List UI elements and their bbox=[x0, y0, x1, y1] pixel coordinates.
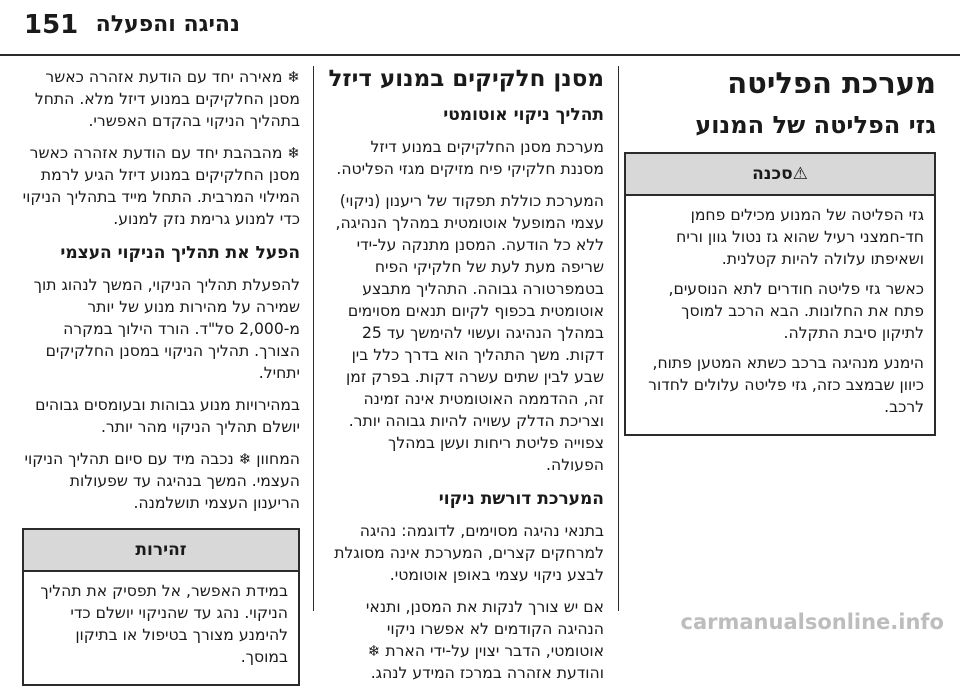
body-text: והודעת אזהרה במרכז המידע לנהג. bbox=[370, 664, 604, 683]
danger-label: סכנה bbox=[752, 163, 793, 184]
body-text: מסנן החלקיקים במנוע דיזל מלא. התחל בתהליך הניקוי בהקדם האפשרי. bbox=[34, 90, 300, 130]
body-paragraph: המערכת כוללת תפקוד של ריענון (ניקוי) עצמי המופעל אוטומטית במהלך הנהיגה, ללא כל הודעה. המסנן מתנקה על-ידי שריפה מעת לעת של חלקיקי הפיח בטמפרטורה גבוהה. התהליך מתבצע אוטומטית בכפוף לקיום תנאים מסוימים במהלך הנהיגה ועשוי להימשך עד 25 דקות. משך התהליך הוא בדרך כלל בין שבע לבין שתים עשרה דקות. בפרק זמן זה, ההדממה האוטומטית אינה זמינה וצריכת הדלק עשויה להיות גבוהה יותר. צפוייה פליטת ריחות ועשן במהלך הפעולה. bbox=[335, 192, 604, 475]
column-divider bbox=[313, 66, 314, 611]
danger-paragraph: גזי הפליטה של המנוע מכילים פחמן חד-חמצני רעיל שהוא גז נטול גוון וריח ושאיפתו עלולה להיות קטלנית. bbox=[676, 205, 924, 268]
body-paragraph bbox=[22, 142, 300, 230]
danger-box-body bbox=[626, 196, 934, 434]
body-paragraph bbox=[22, 448, 300, 514]
cleaning-process-section bbox=[22, 66, 300, 686]
body-text: המחוון bbox=[256, 450, 300, 469]
column-divider bbox=[618, 66, 619, 611]
caution-box bbox=[22, 528, 300, 686]
danger-box bbox=[624, 152, 936, 436]
danger-box-header bbox=[626, 154, 934, 196]
caution-box-body bbox=[24, 572, 298, 684]
caution-box-header: זהירות bbox=[24, 530, 298, 572]
particle-filter-indicator-icon: ❄ bbox=[367, 642, 381, 661]
exhaust-system-section bbox=[624, 66, 936, 436]
body-paragraph bbox=[326, 596, 604, 684]
particle-filter-indicator-icon: ❄ bbox=[287, 144, 300, 162]
particle-filter-section bbox=[326, 66, 604, 694]
body-text: מסנן החלקיקים במנוע דיזל הגיע לרמת המילוי המרבית. התחל מייד בתהליך הניקוי כדי למנוע גרימת נזק למנוע. bbox=[22, 166, 300, 228]
watermark: carmanualsonline.info bbox=[680, 610, 944, 634]
particle-filter-indicator-icon: ❄ bbox=[287, 68, 300, 86]
subsection-title: תהליך ניקוי אוטומטי bbox=[443, 105, 604, 125]
page-header bbox=[0, 0, 960, 56]
page-number: 151 bbox=[24, 10, 79, 40]
particle-filter-indicator-icon: ❄ bbox=[238, 450, 252, 469]
page-title: נהיגה והפעלה bbox=[95, 12, 240, 37]
body-text: מהבהבת יחד עם הודעת אזהרה כאשר bbox=[29, 144, 283, 162]
section-subtitle: גזי הפליטה של המנוע bbox=[695, 110, 936, 139]
body-paragraph: להפעלת תהליך הניקוי, המשך לנהוג תוך שמירה על מהירות מנוע של יותר מ-2,000 סל"ד. הורד הילוך במקרה הצורך. תהליך הניקוי במסנן החלקיקים יתחיל. bbox=[33, 276, 300, 383]
subsection-title: הפעל את תהליך הניקוי העצמי bbox=[60, 243, 300, 263]
section-title: מערכת הפליטה bbox=[727, 66, 936, 100]
body-paragraph bbox=[22, 66, 300, 132]
subsection-title: המערכת דורשת ניקוי bbox=[438, 489, 604, 510]
body-text: מאירה יחד עם הודעת אזהרה כאשר bbox=[45, 68, 283, 86]
body-paragraph: מערכת מסנן החלקיקים במנוע דיזל מסננת חלקיקי פיח מזיקים מגזי הפליטה. bbox=[336, 138, 604, 179]
body-text: נכבה מיד עם סיום תהליך הניקוי העצמי. המשך בנהיגה עד שפעולות הריענון העצמי תושלמנה. bbox=[24, 450, 300, 513]
danger-paragraph: הימנע מנהיגה ברכב כשתא המטען פתוח, כיוון שבמצב כזה, גזי פליטה עלולים לחדור לרכב. bbox=[648, 353, 924, 416]
danger-paragraph: כאשר גזי פליטה חודרים לתא הנוסעים, פתח את החלונות. הבא הרכב למוסך לתיקון סיבת התקלה. bbox=[668, 279, 924, 342]
body-paragraph: בתנאי נהיגה מסוימים, לדוגמה: נהיגה למרחקים קצרים, המערכת אינה מסוגלת לבצע ניקוי עצמי באופן אוטומטי. bbox=[334, 522, 604, 585]
body-paragraph: במהירויות מנוע גבוהות ובעומסים גבוהים יושלם תהליך הניקוי מהר יותר. bbox=[35, 396, 300, 437]
section-title: מסנן חלקיקים במנוע דיזל bbox=[328, 66, 604, 92]
body-text: אם יש צורך לנקות את המסנן, ותנאי הנהיגה הקודמים לא אפשרו ניקוי אוטומטי, הדבר יצוין על-ידי הארת bbox=[365, 598, 604, 661]
warning-triangle-icon: ⚠ bbox=[792, 163, 808, 184]
caution-paragraph: במידת האפשר, אל תפסיק את תהליך הניקוי. נהג עד שהניקוי יושלם כדי להימנע מצורך בטיפול או בתיקון במוסך. bbox=[40, 582, 288, 667]
